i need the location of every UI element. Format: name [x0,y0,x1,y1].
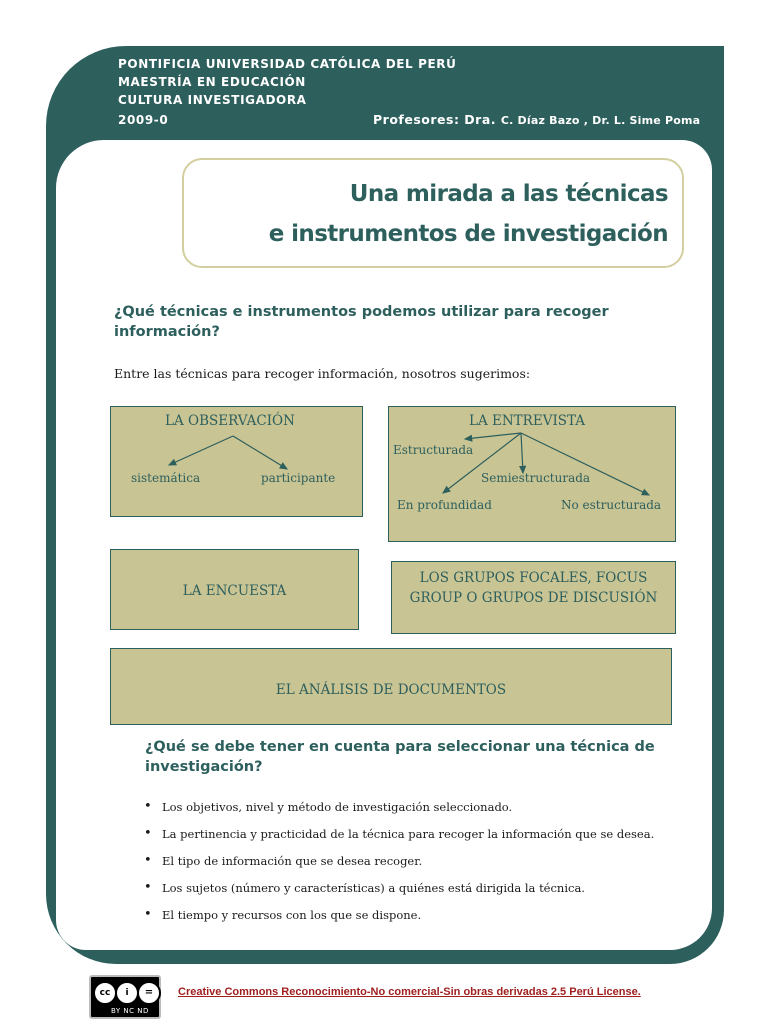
license-link[interactable]: Creative Commons Reconocimiento-No comercial-Sin obras derivadas 2.5 Perú License. [178,986,641,998]
grupos-focales-line-2: GROUP O GRUPOS DE DISCUSIÓN [409,590,658,606]
grupos-focales-title [392,568,675,608]
cc-icon: cc [93,981,117,1005]
observacion-sistematica: sistemática [131,471,201,485]
list-item: • El tipo de información que se desea recoger. [140,850,654,877]
entrevista-estructurada: Estructurada [393,443,474,457]
list-item: • La pertinencia y practicidad de la técnica para recoger la información que se desea. [140,823,654,850]
observacion-arrows [111,407,364,518]
header-professors [373,111,700,130]
criteria-list [140,796,654,931]
header-university: PONTIFICIA UNIVERSIDAD CATÓLICA DEL PERÚ [118,57,457,71]
cc-badge-label: BY NC ND [111,1007,149,1015]
encuesta-title: LA ENCUESTA [182,583,287,599]
professors-label: Profesores: Dra. [373,112,497,127]
page-title [269,174,668,254]
list-item: • Los objetivos, nivel y método de investigación seleccionado. [140,796,654,823]
header-institution [118,55,456,109]
question-techniques: ¿Qué técnicas e instrumentos podemos utilizar para recoger información? [114,304,609,340]
question-selection: ¿Qué se debe tener en cuenta para seleccionar una técnica de investigación? [145,739,655,775]
box-observacion [110,406,363,517]
header-course: CULTURA INVESTIGADORA [118,93,307,107]
entrevista-semiestructurada: Semiestructurada [481,471,591,485]
header-program: MAESTRÍA EN EDUCACIÓN [118,75,306,89]
entrevista-profundidad: En profundidad [397,498,492,512]
list-item: • Los sujetos (número y características) a quiénes está dirigida la técnica. [140,877,654,904]
box-encuesta [110,549,359,630]
grupos-focales-line-1: LOS GRUPOS FOCALES, FOCUS [419,570,648,586]
creative-commons-badge[interactable] [89,975,161,1019]
title-line-1: Una mirada a las técnicas [349,181,668,207]
entrevista-title: LA ENTREVISTA [469,413,586,429]
box-analisis-documentos [110,648,672,725]
by-icon: i [115,981,139,1005]
professors-names: C. Díaz Bazo , Dr. L. Sime Poma [500,114,701,127]
header-year: 2009-0 [118,113,169,127]
analisis-documentos-title: EL ANÁLISIS DE DOCUMENTOS [275,682,507,698]
no-derivatives-icon: = [137,981,161,1005]
observacion-participante: participante [261,471,336,485]
list-item: • El tiempo y recursos con los que se dispone. [140,904,654,931]
box-entrevista [388,406,676,542]
box-grupos-focales [391,561,676,634]
observacion-title: LA OBSERVACIÓN [165,413,295,429]
title-box [182,158,684,268]
intro-text: Entre las técnicas para recoger información, nosotros sugerimos: [114,366,531,381]
title-line-2: e instrumentos de investigación [268,221,668,247]
entrevista-no-estructurada: No estructurada [561,498,662,512]
